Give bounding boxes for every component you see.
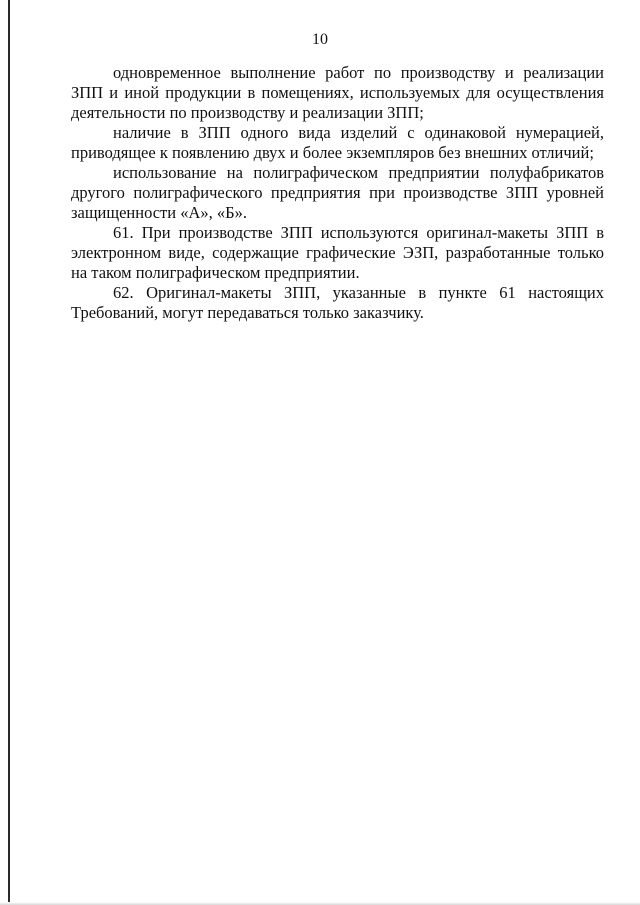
paragraph-semi-finished-products: использование на полиграфическом предприятии полуфабрикатов другого полиграфического предприятия при производстве ЗПП уровней защищенности «А», «Б». [71,163,604,222]
page-number: 10 [312,31,328,48]
paragraph-simultaneous-work: одновременное выполнение работ по производству и реализации ЗПП и иной продукции в помещениях, используемых для осуществления деятельности по производству и реализации ЗПП; [71,63,604,122]
paragraph-identical-numbering: наличие в ЗПП одного вида изделий с одинаковой нумерацией, приводящее к появлению двух и более экземпляров без внешних отличий; [71,123,604,162]
paragraph-61-original-layouts: 61. При производстве ЗПП используются оригинал-макеты ЗПП в электронном виде, содержащие графические ЭЗП, разработанные только на таком полиграфическом предприятии. [71,223,604,282]
paragraph-62-transfer: 62. Оригинал-макеты ЗПП, указанные в пункте 61 настоящих Требований, могут передаваться только заказчику. [71,283,604,322]
document-body [71,63,604,323]
scan-left-edge [8,0,10,905]
